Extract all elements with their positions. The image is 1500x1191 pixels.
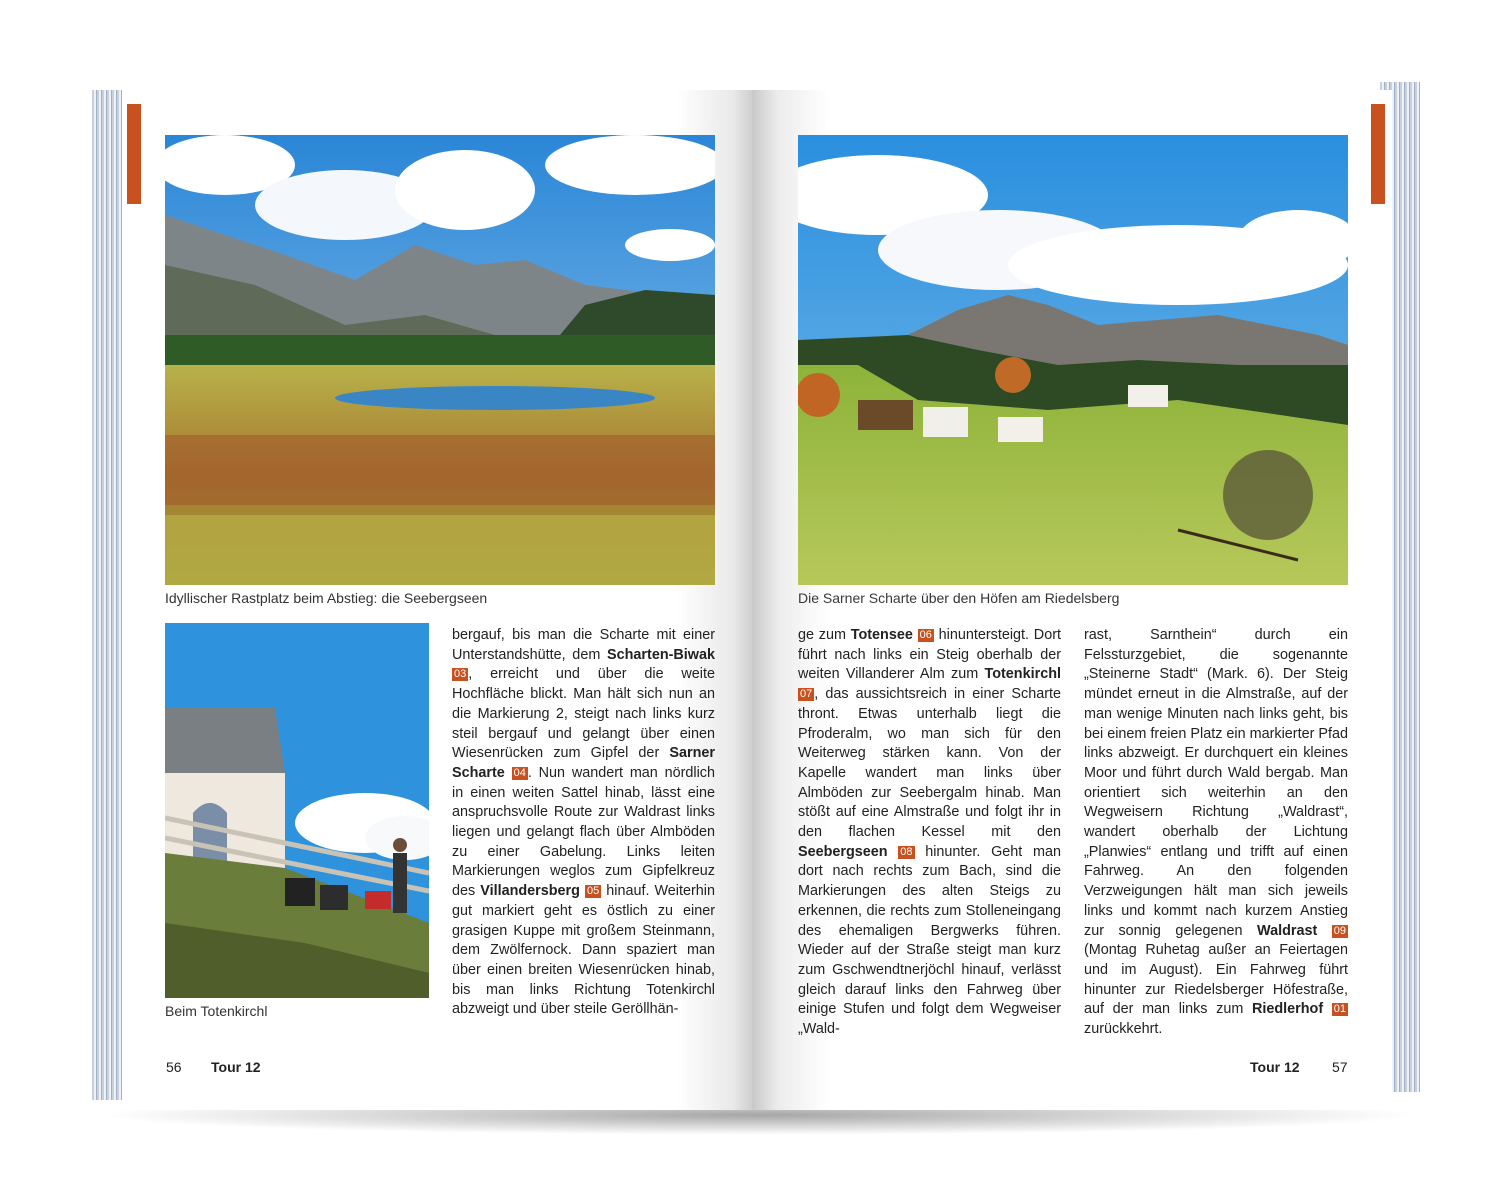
caption-sarner-scharte [798, 590, 1119, 606]
text-run: hinuntersteigt. Dort führt nach links ein Steig oberhalb der weiten Villanderer Alm zum [798, 627, 1061, 683]
text-run [1323, 1001, 1332, 1017]
place-name: Sarner Scharte [452, 745, 715, 781]
text-run: . Nun wandert man nördlich in einen weiten Sattel hinab, lässt eine anspruchsvolle Route zur Waldrast links liegen und gelangt flach über Almböden zu einer Gabelung. Links leiten Markierungen weglos zum Gipfelkreuz des [452, 764, 715, 900]
waypoint-marker: 01 [1333, 1003, 1347, 1016]
waypoint-marker: 07 [800, 688, 813, 701]
place-name: Seebergseen [798, 843, 888, 860]
photo-seebergseen [165, 135, 715, 585]
text-run: zurückkehrt. [1084, 1021, 1163, 1038]
photo-sarner-scharte [798, 135, 1348, 585]
paragraph [1084, 626, 1348, 1040]
page-number-right: 57 [1332, 1059, 1348, 1075]
caption-rest: über den Höfen am Riedelsberg [917, 590, 1120, 606]
text-run: , das aussichtsreich in einer Scharte thront. Etwas unterhalb liegt die Pfroderalm, wo man sich für den Weiterweg stärken kann. Von der Kapelle wandert man links über Almböden zur Seebergalm hinab. Man stößt auf eine Almstraße und folgt ihr in den flachen Kessel mit den [798, 686, 1061, 841]
place-name: Waldrast [1257, 922, 1318, 939]
right-chapter-tab [1371, 104, 1385, 204]
paragraph [452, 626, 715, 1020]
waypoint-marker: 09 [1333, 924, 1346, 937]
waypoint-marker: 04 [513, 766, 526, 779]
tour-label-right: Tour 12 [1250, 1059, 1300, 1075]
place-name: Totenkirchl [984, 666, 1061, 683]
photo-totenkirchl [165, 623, 429, 998]
right-text-column-2 [1084, 626, 1348, 1040]
text-run: rast, Sarnthein“ durch ein Felssturzgebiet, die sogenannte „Steinerne Stadt“ (Mark. 6). Der Steig mündet erneut in die Almstraße, auf der man wenige Minuten nach links geht, bis bei einem freien Platz ein markierter Pfad links abzweigt. Er durchquert ein kleines Moor und führt durch Wald bergab. Man orientiert sich weiterhin an den Wegweisern Richtung „Waldrast“, wandert oberhalb der Lichtung „Planwies“ entlang und trifft auf einen Fahrweg. An den folgenden Verzweigungen hält man sich jeweils links und kommt nach kurzem Anstieg zur sonnig gelegenen [1084, 627, 1348, 939]
left-text-column [452, 626, 715, 1020]
text-run: (Montag Ruhetag außer an Feiertagen und im August). Ein Fahrweg führt hinunter zur Riedelsberger Höfestraße, auf der man links zum [1084, 942, 1348, 1018]
place-name: Scharten-Biwak [607, 646, 715, 663]
left-chapter-tab [127, 104, 141, 204]
place-name: Villandersberg [480, 883, 580, 900]
right-text-column-1 [798, 626, 1061, 1040]
text-run: ge zum [798, 627, 851, 643]
text-run: bergauf, bis man die Scharte mit einer Unterstandshütte, dem [452, 627, 715, 663]
paragraph [798, 626, 1061, 1040]
text-run: , erreicht und über die weite Hochfläche blickt. Man hält sich nun an die Markierung 2, steigt nach links kurz steil bergauf und gelangt über einen Wiesenrücken zum Gipfel der [452, 666, 715, 762]
caption-totenkirchl: Beim Totenkirchl [165, 1003, 268, 1019]
text-run [505, 765, 512, 781]
waypoint-marker: 06 [919, 629, 932, 641]
waypoint-marker: 08 [900, 845, 913, 858]
page-number-left: 56 [166, 1059, 182, 1075]
waypoint-marker: 05 [586, 885, 600, 898]
caption-seebergseen: Idyllischer Rastplatz beim Abstieg: die Seebergseen [165, 590, 488, 606]
text-run: hinauf. Weiterhin gut markiert geht es östlich zu einer grasigen Kuppe mit großem Steinmann, dem Zwölfernock. Dann spaziert man über einen breiten Wiesenrücken hinab, bis man links Richtung Totenkirchl abzweigt und über steile Geröllhän- [452, 883, 716, 1018]
place-name: Riedlerhof [1251, 1001, 1324, 1018]
caption-accent: Die Sarner Scharte [798, 590, 918, 606]
text-run [888, 844, 899, 860]
waypoint-marker: 03 [454, 668, 467, 681]
text-run [1317, 923, 1331, 939]
tour-label-left: Tour 12 [211, 1059, 261, 1075]
place-name: Totensee [850, 627, 913, 643]
text-run: hinunter. Geht man dort nach rechts zum Bach, sind die Markierungen des alten Steigs zu erkennen, die rechts zum Stolleneingang des ehemaligen Bergwerks führen. Wieder auf der Straße steigt man kurz zum Gschwendtnerjöchl hinauf, verlässt gleich darauf links den Fahrweg über einige Stufen und folgt dem Wegweiser „Wald- [798, 843, 1061, 1038]
